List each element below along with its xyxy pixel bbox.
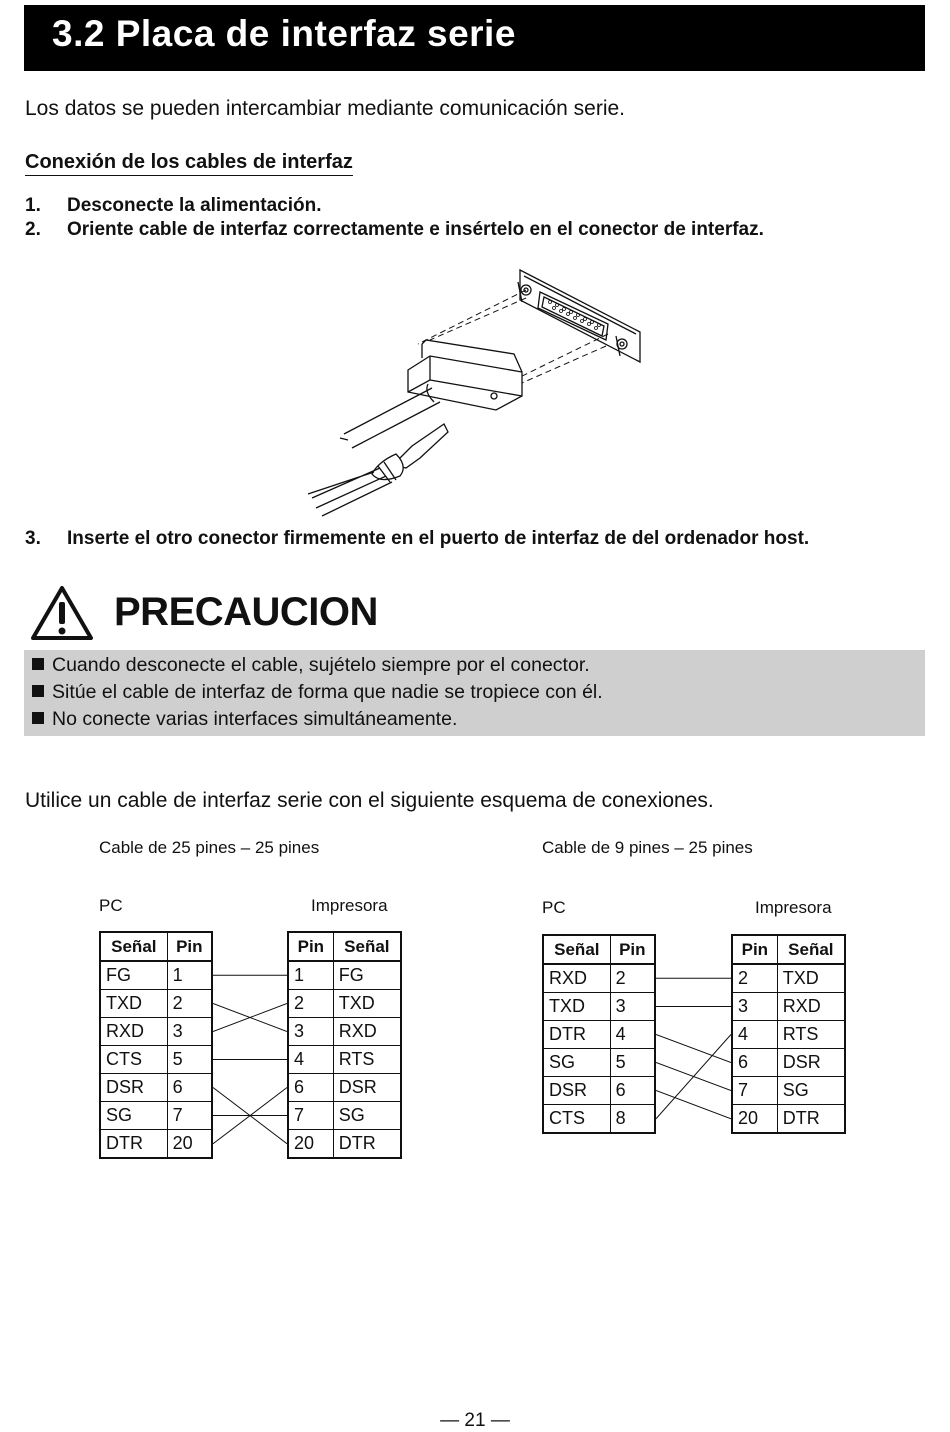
table-cell: TXD xyxy=(333,990,401,1018)
column-header: Señal xyxy=(333,932,401,961)
table-row xyxy=(732,993,845,1021)
table-cell: 2 xyxy=(732,964,777,993)
table-row xyxy=(732,1049,845,1077)
step-number: 2. xyxy=(25,219,41,240)
table-row xyxy=(288,1018,401,1046)
table-cell: 1 xyxy=(288,961,333,990)
table-cell: 3 xyxy=(732,993,777,1021)
cable25-pc-table xyxy=(99,931,213,1159)
table-cell: 7 xyxy=(732,1077,777,1105)
table-cell: RXD xyxy=(543,964,610,993)
table-row xyxy=(288,1102,401,1130)
table-cell: DSR xyxy=(777,1049,845,1077)
table-cell: RTS xyxy=(333,1046,401,1074)
connector-illustration xyxy=(300,262,660,517)
cable25-printer-label: Impresora xyxy=(311,896,388,915)
table-row xyxy=(288,1130,401,1159)
table-row xyxy=(100,961,212,990)
table-row xyxy=(288,1046,401,1074)
table-cell: 5 xyxy=(167,1046,212,1074)
bullet-square-icon xyxy=(32,658,44,670)
table-row xyxy=(100,1074,212,1102)
table-header-row xyxy=(100,932,212,961)
step-text: Inserte el otro conector firmemente en el puerto de interfaz de del ordenador host. xyxy=(67,528,810,549)
table-cell: 20 xyxy=(288,1130,333,1159)
cable9-printer-table xyxy=(731,934,846,1134)
table-cell: SG xyxy=(100,1102,167,1130)
cable9-pc-table xyxy=(542,934,656,1134)
table-cell: 6 xyxy=(288,1074,333,1102)
table-cell: 1 xyxy=(167,961,212,990)
cable25-printer-table xyxy=(287,931,402,1159)
step-2 xyxy=(25,219,764,241)
table-row xyxy=(100,1046,212,1074)
step-number: 1. xyxy=(25,195,41,216)
table-header-row xyxy=(288,932,401,961)
column-header: Pin xyxy=(610,935,655,964)
table-row xyxy=(543,1049,655,1077)
table-cell: 7 xyxy=(288,1102,333,1130)
column-header: Señal xyxy=(777,935,845,964)
caution-item xyxy=(32,708,457,731)
table-cell: DTR xyxy=(100,1130,167,1159)
table-cell: 7 xyxy=(167,1102,212,1130)
table-cell: CTS xyxy=(543,1105,610,1134)
cable25-caption: Cable de 25 pines – 25 pines xyxy=(99,838,320,857)
cable9-caption: Cable de 9 pines – 25 pines xyxy=(542,838,753,857)
table-row xyxy=(543,1021,655,1049)
caution-box xyxy=(24,650,925,736)
wire-connection xyxy=(656,1091,731,1119)
table-cell: TXD xyxy=(100,990,167,1018)
table-cell: 2 xyxy=(167,990,212,1018)
column-header: Pin xyxy=(167,932,212,961)
table-cell: RXD xyxy=(777,993,845,1021)
caution-item-text: Sitúe el cable de interfaz de forma que nadie se tropiece con él. xyxy=(52,681,603,703)
table-cell: SG xyxy=(777,1077,845,1105)
table-cell: DSR xyxy=(543,1077,610,1105)
wire-connection xyxy=(656,1035,731,1119)
table-row xyxy=(288,961,401,990)
wire-connection xyxy=(656,1035,731,1063)
table-header-row xyxy=(543,935,655,964)
caution-item xyxy=(32,654,590,677)
table-row xyxy=(543,1105,655,1134)
caution-title: PRECAUCION xyxy=(114,590,378,634)
table-cell: 4 xyxy=(610,1021,655,1049)
table-cell: 2 xyxy=(288,990,333,1018)
caution-header xyxy=(30,584,450,644)
table-cell: 3 xyxy=(288,1018,333,1046)
table-cell: 2 xyxy=(610,964,655,993)
caution-item-text: No conecte varias interfaces simultáneamente. xyxy=(52,708,458,730)
table-cell: 5 xyxy=(610,1049,655,1077)
table-cell: 3 xyxy=(610,993,655,1021)
table-cell: 6 xyxy=(167,1074,212,1102)
table-cell: 20 xyxy=(732,1105,777,1134)
intro-text: Los datos se pueden intercambiar mediante comunicación serie. xyxy=(25,97,626,120)
column-header: Pin xyxy=(288,932,333,961)
page-title: 3.2 Placa de interfaz serie xyxy=(52,13,516,54)
step-1 xyxy=(25,195,322,217)
table-cell: FG xyxy=(100,961,167,990)
table-cell: DTR xyxy=(777,1105,845,1134)
section-title-bar xyxy=(24,5,925,71)
table-cell: 8 xyxy=(610,1105,655,1134)
step-number: 3. xyxy=(25,528,41,549)
cable25-pc-label: PC xyxy=(99,896,123,915)
step-text: Oriente cable de interfaz correctamente e insértelo en el conector de interfaz. xyxy=(67,219,764,240)
table-row xyxy=(732,1105,845,1134)
step-text: Desconecte la alimentación. xyxy=(67,195,322,216)
caution-item xyxy=(32,681,603,704)
table-cell: 20 xyxy=(167,1130,212,1159)
table-row xyxy=(100,990,212,1018)
cable9-pc-label: PC xyxy=(542,898,566,917)
column-header: Pin xyxy=(732,935,777,964)
table-cell: 6 xyxy=(732,1049,777,1077)
page-number: — 21 — xyxy=(440,1410,510,1431)
table-row xyxy=(288,1074,401,1102)
table-cell: TXD xyxy=(543,993,610,1021)
table-row xyxy=(100,1130,212,1159)
table-row xyxy=(288,990,401,1018)
table-cell: RTS xyxy=(777,1021,845,1049)
column-header: Señal xyxy=(543,935,610,964)
warning-triangle-icon xyxy=(30,584,94,642)
cable9-wiring xyxy=(656,934,731,1136)
table-cell: 6 xyxy=(610,1077,655,1105)
table-cell: RXD xyxy=(333,1018,401,1046)
table-cell: TXD xyxy=(777,964,845,993)
subheading: Conexión de los cables de interfaz xyxy=(25,151,353,176)
table-cell: SG xyxy=(543,1049,610,1077)
step-3 xyxy=(25,528,809,550)
table-row xyxy=(100,1018,212,1046)
table-row xyxy=(543,993,655,1021)
wiring-intro-text: Utilice un cable de interfaz serie con el siguiente esquema de conexiones. xyxy=(25,789,714,812)
table-cell: SG xyxy=(333,1102,401,1130)
table-row xyxy=(732,964,845,993)
caution-item-text: Cuando desconecte el cable, sujételo siempre por el conector. xyxy=(52,654,590,676)
table-row xyxy=(732,1077,845,1105)
table-cell: DSR xyxy=(100,1074,167,1102)
table-cell: 4 xyxy=(732,1021,777,1049)
bullet-square-icon xyxy=(32,685,44,697)
cable9-printer-label: Impresora xyxy=(755,898,832,917)
table-cell: DTR xyxy=(543,1021,610,1049)
table-cell: CTS xyxy=(100,1046,167,1074)
table-row xyxy=(100,1102,212,1130)
table-cell: 3 xyxy=(167,1018,212,1046)
column-header: Señal xyxy=(100,932,167,961)
table-cell: DTR xyxy=(333,1130,401,1159)
table-cell: RXD xyxy=(100,1018,167,1046)
table-header-row xyxy=(732,935,845,964)
table-row xyxy=(543,964,655,993)
table-cell: 4 xyxy=(288,1046,333,1074)
table-row xyxy=(543,1077,655,1105)
table-row xyxy=(732,1021,845,1049)
bullet-square-icon xyxy=(32,712,44,724)
table-cell: DSR xyxy=(333,1074,401,1102)
table-cell: FG xyxy=(333,961,401,990)
cable25-wiring xyxy=(213,931,287,1161)
